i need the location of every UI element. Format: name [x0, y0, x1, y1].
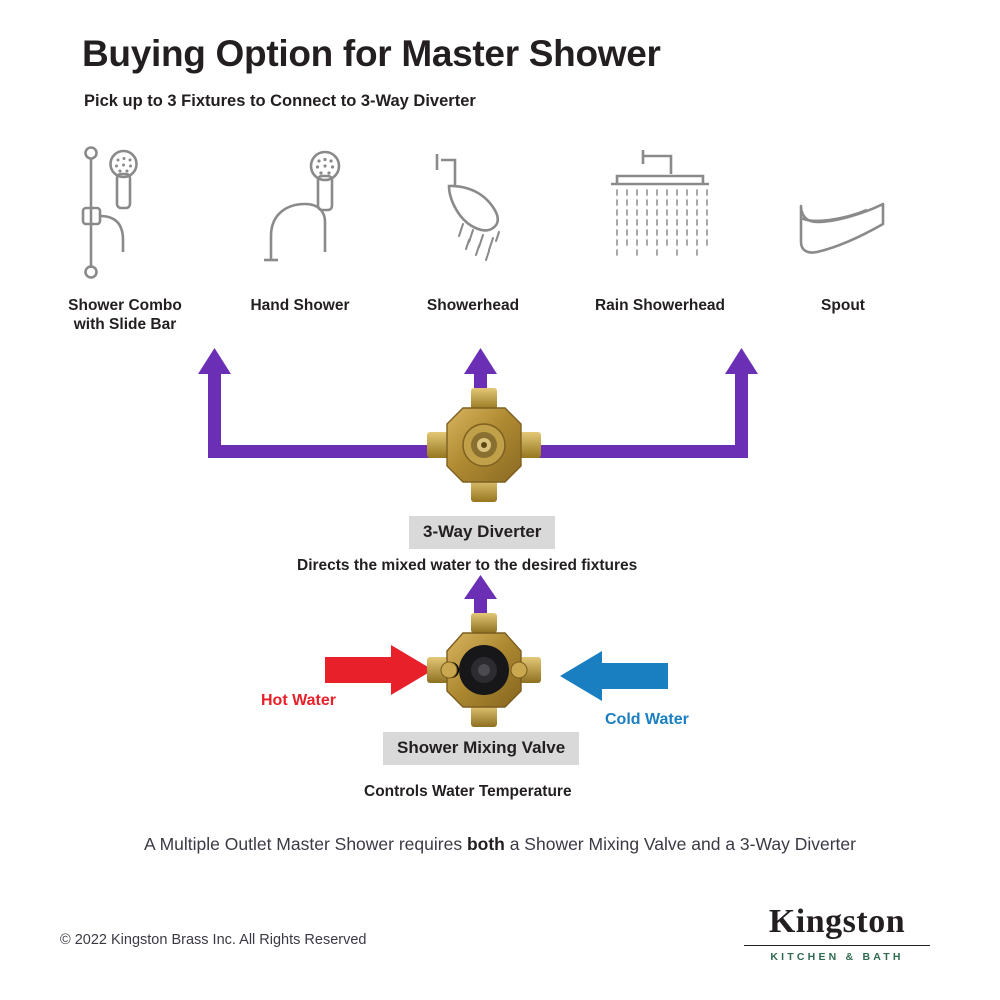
brand-name: Kingston	[768, 903, 906, 940]
cold-water-label: Cold Water	[605, 711, 689, 728]
copyright-text: © 2022 Kingston Brass Inc. All Rights Reserved	[60, 932, 367, 948]
fixture-label-line1: Rain Showerhead	[594, 297, 726, 314]
page-title: Buying Option for Master Shower	[82, 33, 661, 74]
diverter-description: Directs the mixed water to the desired fixtures	[297, 557, 638, 574]
page-subtitle: Pick up to 3 Fixtures to Connect to 3-Way Diverter	[84, 92, 476, 110]
rain-showerhead-icon	[565, 140, 755, 280]
fixture-label-line1: Shower Combo	[68, 297, 182, 314]
brand-tagline: KITCHEN & BATH	[770, 951, 904, 963]
mixing-valve-description: Controls Water Temperature	[364, 783, 572, 800]
fixture-label-line1: Hand Shower	[250, 297, 350, 314]
three-way-diverter-image	[425, 386, 543, 504]
fixture-hand-shower	[205, 140, 395, 340]
fixture-label	[565, 296, 755, 315]
brand-divider	[744, 945, 930, 946]
footer-note	[0, 834, 1000, 855]
footer-note-part2: a Shower Mixing Valve and a 3-Way Diverter	[504, 834, 856, 854]
hot-water-arrow	[325, 645, 435, 695]
diverter-label-badge: 3-Way Diverter	[409, 516, 555, 549]
fixture-label-line1: Spout	[821, 297, 865, 314]
shower-combo-with-slide-bar-icon	[30, 140, 220, 280]
fixture-spout	[748, 140, 938, 340]
fixture-shower-combo-with-slide-bar	[30, 140, 220, 340]
fixture-label	[748, 296, 938, 315]
footer-note-bold: both	[466, 834, 505, 854]
fixture-showerhead	[378, 140, 568, 340]
spout-icon	[748, 140, 938, 280]
footer-note-part1: A Multiple Outlet Master Shower requires	[144, 834, 467, 854]
fixture-label-line2: with Slide Bar	[73, 316, 177, 334]
shower-mixing-valve-image	[427, 613, 541, 727]
fixture-row	[0, 140, 1000, 340]
fixture-label-line1: Showerhead	[426, 297, 520, 314]
fixture-label	[378, 296, 568, 315]
cold-water-arrow	[558, 651, 668, 701]
fixture-label	[30, 296, 220, 335]
hand-shower-icon	[205, 140, 395, 280]
hot-water-label: Hot Water	[261, 692, 336, 709]
fixture-label	[205, 296, 395, 315]
mixing-valve-label-badge: Shower Mixing Valve	[383, 732, 579, 765]
showerhead-icon	[378, 140, 568, 280]
fixture-rain-showerhead	[565, 140, 755, 340]
brand-logo	[732, 905, 942, 963]
